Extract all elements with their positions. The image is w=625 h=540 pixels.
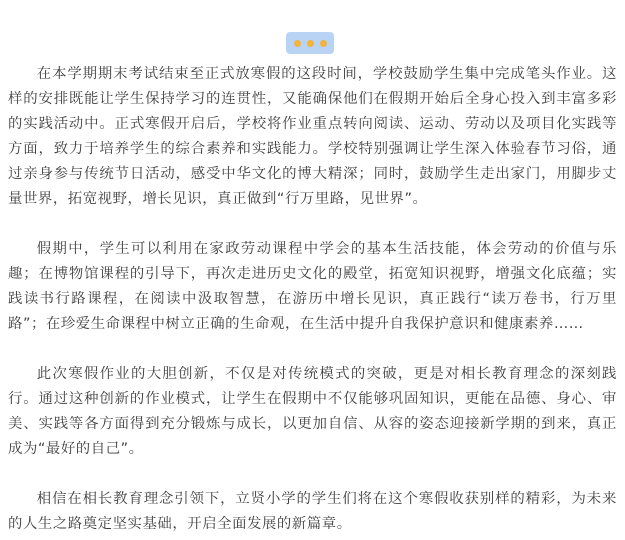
dot-icon [307, 40, 314, 47]
paragraph-holiday-courses: 假期中，学生可以利用在家政劳动课程中学会的基本生活技能，体会劳动的价值与乐趣；在博物馆课程的引导下，再次走进历史文化的殿堂，拓宽知识视野，增强文化底蕴；实践读书行路课程，在阅读中汲取智慧，在游历中增长见识，真正践行“读万卷书，行万里路”；在珍爱生命课程中树立正确的生命观，在生活中提升自我保护意识和健康素养…… [8, 241, 617, 332]
three-dots-divider-icon [286, 32, 334, 54]
paragraph-winter-homework-arrangement: 在本学期期末考试结束至正式放寒假的这段时间，学校鼓励学生集中完成笔头作业。这样的安排既能让学生保持学习的连贯性，又能确保他们在假期开始后全身心投入到丰富多彩的实践活动中。正式寒假开启后，学校将作业重点转向阅读、运动、劳动以及项目化实践等方面，致力于培养学生的综合素养和实践能力。学校特别强调让学生深入体验春节习俗，通过亲身参与传统节日活动，感受中华文化的博大精深；同时，鼓励学生走出家门，用脚步丈量世界，拓宽视野，增长见识，真正做到“行万里路，见世界”。 [8, 66, 617, 207]
dot-icon [320, 40, 327, 47]
article-body [8, 62, 617, 537]
dot-icon [294, 40, 301, 47]
paragraph-conclusion: 相信在相长教育理念引领下，立贤小学的学生们将在这个寒假收获别样的精彩，为未来的人生之路奠定坚实基础，开启全面发展的新篇章。 [8, 491, 617, 532]
paragraph-innovation: 此次寒假作业的大胆创新，不仅是对传统模式的突破，更是对相长教育理念的深刻践行。通过这种创新的作业模式，让学生在假期中不仅能够巩固知识，更能在品德、身心、审美、实践等各方面得到充分锻炼与成长，以更加自信、从容的姿态迎接新学期的到来，真正成为“最好的自己”。 [8, 366, 617, 457]
